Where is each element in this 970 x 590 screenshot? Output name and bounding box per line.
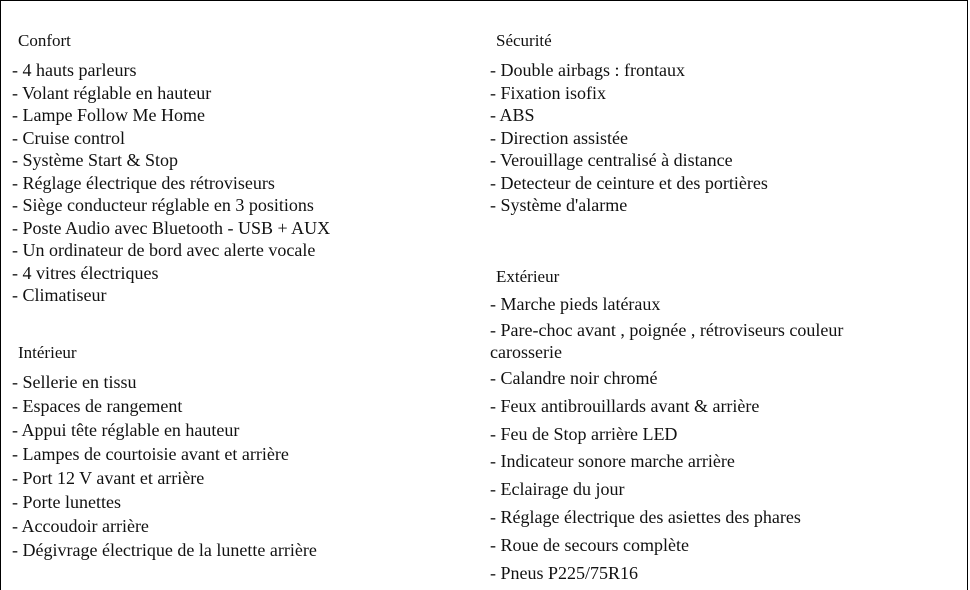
list-exterieur xyxy=(490,292,960,587)
list-item: - 4 vitres électriques xyxy=(12,262,159,283)
list-interieur xyxy=(12,370,482,562)
list-item: - Port 12 V avant et arrière xyxy=(12,468,205,488)
list-item: - Feux antibrouillards avant & arrière xyxy=(490,395,760,416)
list-item: - Pneus P225/75R16 xyxy=(490,562,639,583)
list-item: - Réglage électrique des rétroviseurs xyxy=(12,172,275,193)
list-item: - Double airbags : frontaux xyxy=(490,60,685,80)
list-item: - Espaces de rangement xyxy=(12,396,183,416)
list-item: - Cruise control xyxy=(12,127,125,148)
section-title-securite: Sécurité xyxy=(496,31,552,50)
list-item: - Siège conducteur réglable en 3 positions xyxy=(12,195,314,215)
section-title-confort: Confort xyxy=(18,31,71,50)
list-confort xyxy=(12,59,482,307)
list-item: - Un ordinateur de bord avec alerte vocale xyxy=(12,240,316,260)
list-item: - Volant réglable en hauteur xyxy=(12,82,212,103)
list-item: - Lampe Follow Me Home xyxy=(12,105,205,125)
list-item: - Climatiseur xyxy=(12,285,107,305)
list-item: - Pare-choc avant , poignée , rétroviseurs couleur carosserie xyxy=(490,320,844,362)
list-item: - Feu de Stop arrière LED xyxy=(490,423,678,444)
section-title-exterieur: Extérieur xyxy=(496,267,560,286)
list-item: - Système d'alarme xyxy=(490,195,628,215)
list-item: - Detecteur de ceinture et des portières xyxy=(490,172,768,193)
list-item: - 4 hauts parleurs xyxy=(12,60,137,80)
section-confort xyxy=(12,31,482,307)
list-item: - Poste Audio avec Bluetooth - USB + AUX xyxy=(12,217,331,238)
list-item: - Eclairage du jour xyxy=(490,479,625,500)
list-item: - Calandre noir chromé xyxy=(490,368,658,388)
list-item: - Réglage électrique des asiettes des phares xyxy=(490,506,801,527)
list-item: - Système Start & Stop xyxy=(12,150,178,170)
list-item: - Indicateur sonore marche arrière xyxy=(490,451,735,472)
list-item: - Sellerie en tissu xyxy=(12,372,137,392)
list-item: - Direction assistée xyxy=(490,127,628,148)
list-item: - Roue de secours complète xyxy=(490,534,689,555)
list-item: - Marche pieds latéraux xyxy=(490,294,661,314)
list-item: - Dégivrage électrique de la lunette arrière xyxy=(12,540,317,560)
section-exterieur xyxy=(490,267,960,587)
list-item: - Fixation isofix xyxy=(490,82,606,103)
section-title-interieur: Intérieur xyxy=(18,343,77,362)
list-item: - ABS xyxy=(490,105,535,125)
section-securite xyxy=(490,31,960,217)
list-securite xyxy=(490,59,960,217)
list-item: - Porte lunettes xyxy=(12,492,121,512)
list-item: - Lampes de courtoisie avant et arrière xyxy=(12,444,289,464)
section-interieur xyxy=(12,343,482,562)
list-item: - Accoudoir arrière xyxy=(12,516,149,536)
list-item: - Verouillage centralisé à distance xyxy=(490,150,733,170)
list-item: - Appui tête réglable en hauteur xyxy=(12,420,240,440)
